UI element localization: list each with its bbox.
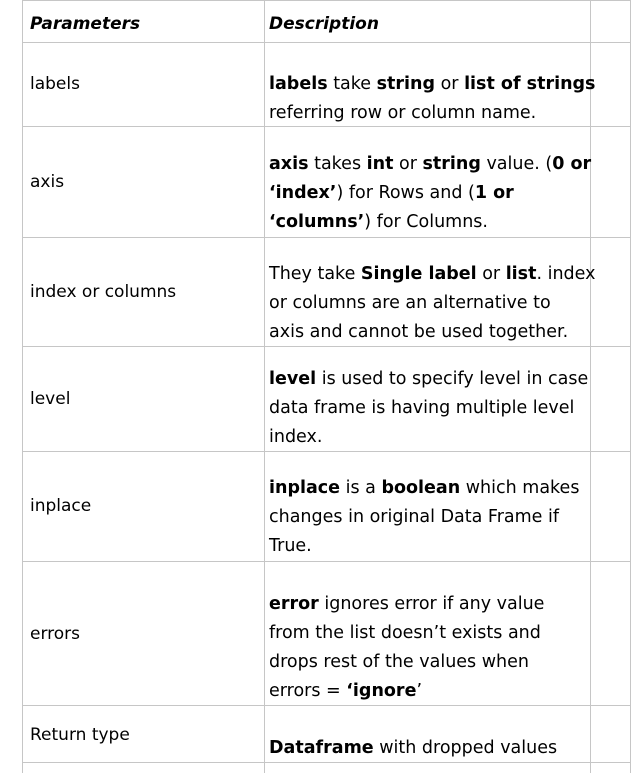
text-run: ’ (416, 681, 423, 701)
text-run: is a (340, 478, 382, 498)
description-line (269, 590, 609, 619)
text-run: ) for Rows and ( (336, 183, 475, 203)
header-description[interactable]: Description (269, 14, 379, 34)
text-run: They take (269, 264, 361, 284)
text-run: errors = (269, 681, 347, 701)
cell-param[interactable]: level (30, 389, 71, 409)
grid-line (22, 0, 631, 1)
cell-description[interactable] (269, 150, 609, 237)
bold-term: list of strings (464, 74, 596, 94)
text-run: . index (536, 264, 596, 284)
cell-description[interactable] (269, 365, 609, 452)
bold-term: list (505, 264, 537, 284)
cell-description[interactable] (269, 734, 609, 763)
text-run: changes in original Data Frame if (269, 507, 560, 527)
description-line (269, 423, 609, 452)
cell-param[interactable]: index or columns (30, 282, 177, 302)
description-line (269, 179, 609, 208)
cell-param[interactable]: inplace (30, 496, 92, 516)
text-run: or (435, 74, 465, 94)
description-line (269, 648, 609, 677)
bold-term: boolean (381, 478, 461, 498)
grid-line (22, 0, 23, 773)
text-run: which makes (460, 478, 580, 498)
bold-term: labels (269, 74, 328, 94)
cell-description[interactable] (269, 590, 609, 706)
text-run: value. ( (480, 154, 553, 174)
description-line (269, 208, 609, 237)
bold-term: string (376, 74, 436, 94)
text-run: or columns are an alternative to (269, 293, 551, 313)
description-line (269, 474, 609, 503)
bold-term: inplace (269, 478, 341, 498)
bold-term: ‘ignore (346, 681, 417, 701)
description-line (269, 734, 609, 763)
cell-description[interactable] (269, 70, 609, 128)
text-run: True. (269, 536, 312, 556)
bold-term: int (366, 154, 394, 174)
text-run: or (393, 154, 423, 174)
text-run: ignores error if any value (318, 594, 545, 614)
bold-term: string (422, 154, 481, 174)
bold-term: 0 or (552, 154, 592, 174)
description-line (269, 619, 609, 648)
text-run: axis and cannot be used together. (269, 322, 569, 342)
text-run: from the list doesn’t exists and (269, 623, 541, 643)
bold-term: 1 or (474, 183, 514, 203)
description-line (269, 394, 609, 423)
text-run: take (327, 74, 377, 94)
bold-term: ‘index’ (269, 183, 337, 203)
description-line (269, 318, 609, 347)
grid-line (22, 42, 631, 43)
description-line (269, 532, 609, 561)
text-run: or (476, 264, 506, 284)
grid-line (22, 237, 631, 238)
bold-term: error (269, 594, 319, 614)
description-line (269, 70, 609, 99)
bold-term: Dataframe (269, 738, 374, 758)
cell-description[interactable] (269, 260, 609, 347)
header-parameters[interactable]: Parameters (30, 14, 141, 34)
bold-term: ‘columns’ (269, 212, 365, 232)
grid-line (264, 0, 265, 773)
description-line (269, 289, 609, 318)
bold-term: Single label (360, 264, 477, 284)
description-line (269, 150, 609, 179)
description-line (269, 99, 609, 128)
text-run: takes (308, 154, 367, 174)
cell-description[interactable] (269, 474, 609, 561)
cell-param[interactable]: errors (30, 624, 81, 644)
description-line (269, 365, 609, 394)
description-line (269, 503, 609, 532)
text-run: with dropped values (373, 738, 558, 758)
text-run: data frame is having multiple level (269, 398, 575, 418)
text-run: drops rest of the values when (269, 652, 529, 672)
description-line (269, 260, 609, 289)
cell-param[interactable]: labels (30, 74, 80, 94)
bold-term: level (269, 369, 317, 389)
text-run: is used to specify level in case (316, 369, 589, 389)
text-run: referring row or column name. (269, 103, 537, 123)
description-line (269, 677, 609, 706)
cell-param[interactable]: axis (30, 172, 65, 192)
text-run: ) for Columns. (364, 212, 488, 232)
cell-param[interactable]: Return type (30, 725, 130, 745)
text-run: index. (269, 427, 323, 447)
bold-term: axis (269, 154, 309, 174)
grid-line (22, 561, 631, 562)
